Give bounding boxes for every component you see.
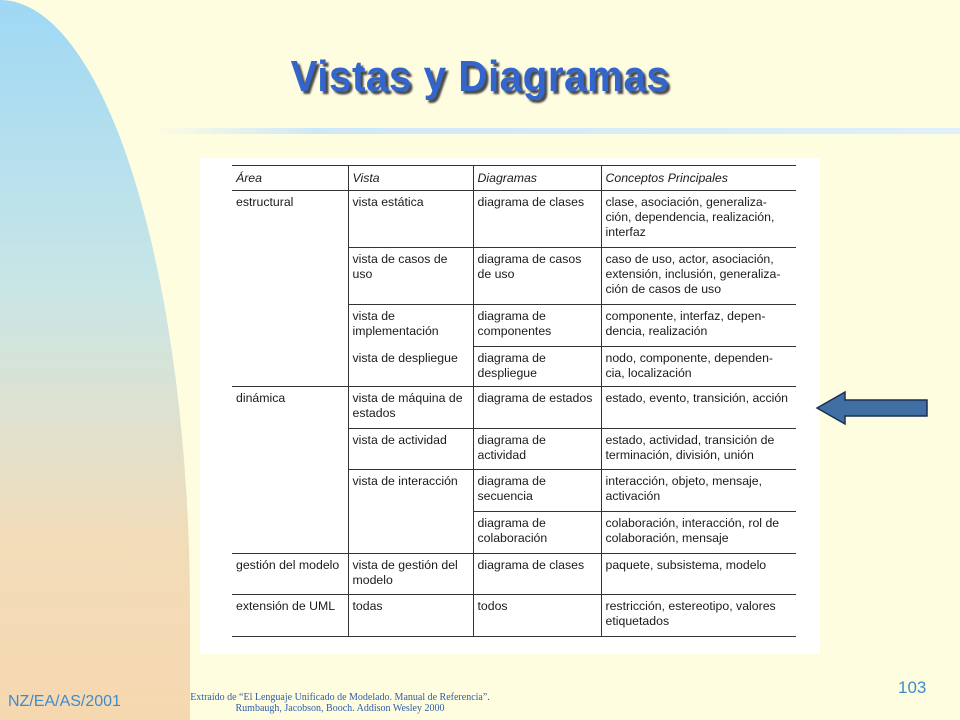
conceptos-cell: restricción, estereotipo, valores etiquetados bbox=[601, 595, 796, 637]
vista-cell: vista de gestión del modelo bbox=[348, 554, 473, 595]
diagrama-cell: diagrama de estados bbox=[473, 387, 601, 429]
table-row bbox=[232, 470, 796, 512]
table-row bbox=[232, 429, 796, 470]
conceptos-cell: paquete, subsistema, modelo bbox=[601, 554, 796, 595]
conceptos-cell: clase, asociación, generaliza- ción, dependencia, realización, interfaz bbox=[601, 191, 796, 248]
area-cell: estructural bbox=[232, 191, 348, 248]
vista-cell: vista de despliegue bbox=[348, 347, 473, 387]
conceptos-cell: componente, interfaz, depen- dencia, realización bbox=[601, 305, 796, 347]
header-vista: Vista bbox=[348, 166, 473, 191]
slide-title: Vistas y Diagramas bbox=[290, 52, 670, 101]
table-row bbox=[232, 305, 796, 347]
table-row bbox=[232, 347, 796, 387]
vista-cell: todas bbox=[348, 595, 473, 637]
area-cell bbox=[232, 429, 348, 470]
table-header-row bbox=[232, 166, 796, 191]
diagrama-cell: diagrama de clases bbox=[473, 554, 601, 595]
area-cell bbox=[232, 248, 348, 305]
vista-cell: vista de casos de uso bbox=[348, 248, 473, 305]
views-diagrams-table bbox=[232, 165, 796, 637]
diagrama-cell: diagrama de actividad bbox=[473, 429, 601, 470]
footer-author-tag: NZ/EA/AS/2001 bbox=[8, 693, 121, 710]
page-number: 103 bbox=[898, 678, 927, 697]
left-arrow-icon bbox=[815, 390, 931, 426]
title-underline bbox=[150, 128, 960, 134]
table-row bbox=[232, 595, 796, 637]
conceptos-cell: nodo, componente, dependen- cia, localización bbox=[601, 347, 796, 387]
table-row bbox=[232, 512, 796, 554]
area-cell: extensión de UML bbox=[232, 595, 348, 637]
conceptos-cell: caso de uso, actor, asociación, extensión, inclusión, generaliza- ción de casos de uso bbox=[601, 248, 796, 305]
area-cell bbox=[232, 347, 348, 387]
diagrama-cell: diagrama de clases bbox=[473, 191, 601, 248]
diagrama-cell: diagrama de despliegue bbox=[473, 347, 601, 387]
vista-cell bbox=[348, 512, 473, 554]
area-cell: gestión del modelo bbox=[232, 554, 348, 595]
area-cell: dinámica bbox=[232, 387, 348, 429]
vista-cell: vista de interacción bbox=[348, 470, 473, 512]
vista-cell: vista de máquina de estados bbox=[348, 387, 473, 429]
footer-credit bbox=[160, 692, 520, 714]
diagrama-cell: diagrama de colaboración bbox=[473, 512, 601, 554]
table-row bbox=[232, 191, 796, 248]
table-row bbox=[232, 248, 796, 305]
area-cell bbox=[232, 470, 348, 512]
left-decorative-band bbox=[0, 0, 190, 720]
conceptos-cell: estado, evento, transición, acción bbox=[601, 387, 796, 429]
table-row bbox=[232, 387, 796, 429]
diagrama-cell: todos bbox=[473, 595, 601, 637]
area-cell bbox=[232, 512, 348, 554]
credit-line-1: Extraído de “El Lenguaje Unificado de Modelado. Manual de Referencia”. bbox=[190, 692, 490, 703]
conceptos-cell: estado, actividad, transición de terminación, división, unión bbox=[601, 429, 796, 470]
header-area: Área bbox=[232, 166, 348, 191]
header-diagramas: Diagramas bbox=[473, 166, 601, 191]
vista-cell: vista estática bbox=[348, 191, 473, 248]
conceptos-cell: colaboración, interacción, rol de colaboración, mensaje bbox=[601, 512, 796, 554]
diagrama-cell: diagrama de componentes bbox=[473, 305, 601, 347]
diagrama-cell: diagrama de casos de uso bbox=[473, 248, 601, 305]
vista-cell: vista de actividad bbox=[348, 429, 473, 470]
credit-line-2: Rumbaugh, Jacobson, Booch. Addison Wesley 2000 bbox=[235, 703, 445, 714]
table-row bbox=[232, 554, 796, 595]
header-conceptos: Conceptos Principales bbox=[601, 166, 796, 191]
area-cell bbox=[232, 305, 348, 347]
scanned-table-image bbox=[200, 158, 820, 654]
diagrama-cell: diagrama de secuencia bbox=[473, 470, 601, 512]
vista-cell: vista de implementación bbox=[348, 305, 473, 347]
conceptos-cell: interacción, objeto, mensaje, activación bbox=[601, 470, 796, 512]
